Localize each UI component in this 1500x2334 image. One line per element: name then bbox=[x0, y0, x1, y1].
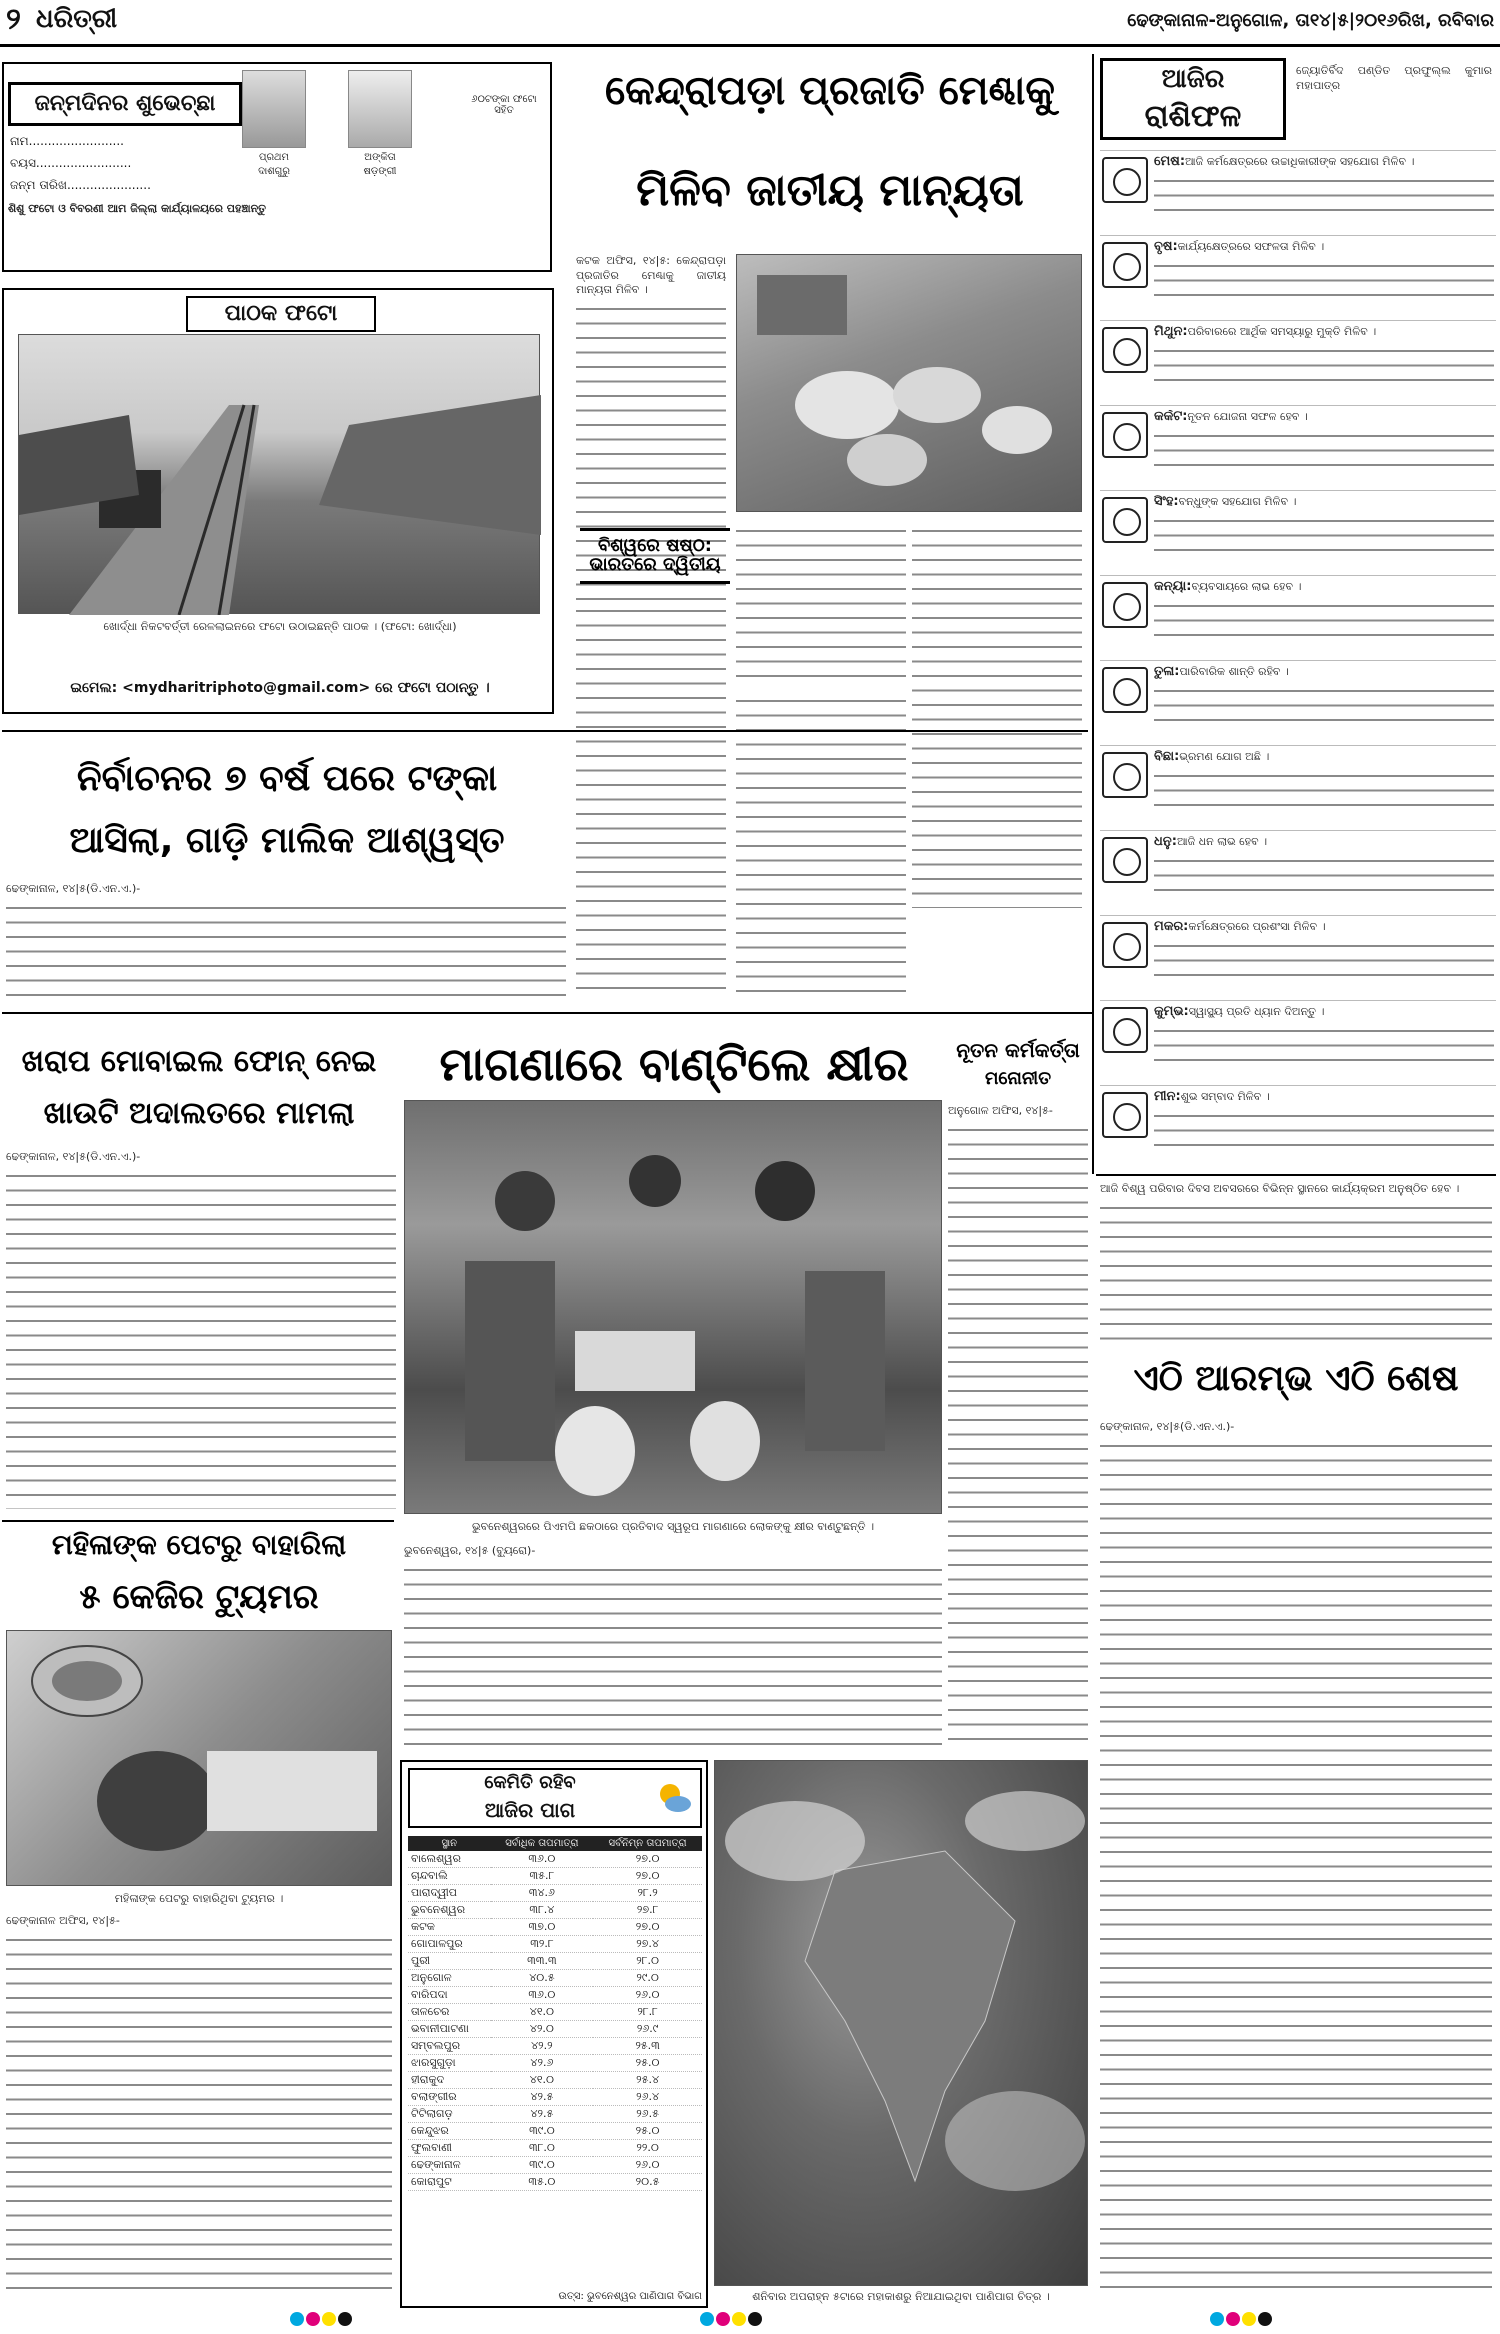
horoscope-sign-text bbox=[1154, 750, 1494, 827]
vehicle-headline-2: ଆସିଲା, ଗାଡ଼ି ମାଲିକ ଆଶ୍ୱସ୍ତ bbox=[69, 820, 505, 861]
horoscope-sign-name: ମେଷ: bbox=[1154, 155, 1186, 169]
weather-place: ଟିଟିଲାଗଡ଼ bbox=[408, 2106, 491, 2123]
horoscope-sign-name: ବିଛା: bbox=[1154, 750, 1180, 764]
satellite-caption: ଶନିବାର ଅପରାହ୍ନ ୫ଟାରେ ମହାକାଶରୁ ନିଆଯାଇଥିବା ପାଣିପାଗ ଚିତ୍ର । bbox=[752, 2290, 1050, 2303]
weather-min-temp: ୨୫.୩ bbox=[593, 2038, 702, 2055]
officer-body bbox=[948, 1104, 1088, 1750]
weather-min-temp: ୨୭.୪ bbox=[593, 1936, 702, 1953]
horoscope-title-1: ଆଜିର bbox=[1161, 64, 1225, 94]
lead-body-lines-2 bbox=[736, 524, 906, 682]
weather-min-temp: ୨୬.୯ bbox=[593, 2021, 702, 2038]
horoscope-sign-row bbox=[1100, 490, 1496, 575]
weather-min-temp: ୨୫.୪ bbox=[593, 2072, 702, 2089]
weather-min-temp: ୨୭.୮ bbox=[593, 1902, 702, 1919]
tumor-headline-1: ମହିଳାଙ୍କ ପେଟରୁ ବାହାରିଲା bbox=[51, 1528, 347, 1561]
weather-table-row bbox=[408, 2004, 702, 2021]
weather-table-row bbox=[408, 2089, 702, 2106]
weather-table-row bbox=[408, 2021, 702, 2038]
weather-title-1: କେମିତି ରହିବ bbox=[484, 1772, 576, 1793]
officer-headline-1: ନୂତନ କର୍ମକର୍ତ୍ତା bbox=[956, 1038, 1080, 1062]
mobile-body-lines bbox=[6, 1169, 396, 1509]
weather-max-temp: ୪୨.୨ bbox=[491, 2038, 594, 2055]
weather-source: ଉତ୍ସ: ଭୁବନେଶ୍ୱର ପାଣିପାଗ ବିଭାଗ bbox=[558, 2291, 702, 2302]
horoscope-sign-row bbox=[1100, 150, 1496, 235]
horoscope-sign-body: ନୂତନ ଯୋଜନା ସଫଳ ହେବ । bbox=[1187, 410, 1308, 423]
weather-place: ଅନୁଗୋଳ bbox=[408, 1970, 491, 1987]
horoscope-sign-text bbox=[1154, 920, 1494, 997]
weather-max-temp: ୪୦.୫ bbox=[491, 1970, 594, 1987]
horoscope-sign-row bbox=[1100, 1085, 1496, 1170]
horoscope-sign-name: ମକର: bbox=[1154, 920, 1189, 934]
horoscope-sign-text bbox=[1154, 155, 1494, 232]
horoscope-sign-lines bbox=[1154, 259, 1494, 303]
zodiac-icon bbox=[1102, 157, 1148, 203]
birthday-form-name: ନାମ......................... bbox=[10, 134, 124, 148]
sun-cloud-icon bbox=[656, 1780, 692, 1816]
tumor-photo bbox=[6, 1630, 392, 1886]
zodiac-icon bbox=[1102, 922, 1148, 968]
weather-max-temp: ୪୨.୦ bbox=[491, 2021, 594, 2038]
horoscope-sign-name: ବୃଷ: bbox=[1154, 240, 1178, 254]
reader-photo-box bbox=[2, 288, 554, 714]
horoscope-sign-text bbox=[1154, 325, 1494, 402]
vehicle-body-lines bbox=[6, 901, 566, 1001]
birthday-form-age: ବୟସ......................... bbox=[10, 156, 132, 170]
zodiac-icon bbox=[1102, 752, 1148, 798]
end-intro-text: ଆଜି ବିଶ୍ୱ ପରିବାର ଦିବସ ଅବସରରେ ବିଭିନ୍ନ ସ୍ଥାନରେ କାର୍ଯ୍ୟକ୍ରମ ଅନୁଷ୍ଠିତ ହେବ । bbox=[1100, 1182, 1460, 1195]
milk-body-text: ଭୁବନେଶ୍ୱର, ୧୪|୫ (ବ୍ୟୁରୋ)- bbox=[404, 1544, 536, 1557]
tumor-headline-2: ୫ କେଜିର ଟ୍ୟୁମର bbox=[79, 1577, 319, 1617]
reader-photo-email[interactable]: ଇମେଲ: <mydharitriphoto@gmail.com> ରେ ଫଟୋ ପଠାନ୍ତୁ । bbox=[70, 680, 490, 696]
horoscope-sign-lines bbox=[1154, 939, 1494, 983]
horoscope-sign-row bbox=[1100, 915, 1496, 1000]
weather-max-temp: ୩୫.୮ bbox=[491, 1868, 594, 1885]
divider-milk bbox=[400, 1012, 1092, 1014]
registration-mark-cyan-2 bbox=[700, 2312, 714, 2326]
horoscope-sign-lines bbox=[1154, 344, 1494, 388]
zodiac-icon bbox=[1102, 1092, 1148, 1138]
registration-mark-black bbox=[338, 2312, 352, 2326]
horoscope-sign-name: ସିଂହ: bbox=[1154, 495, 1179, 509]
registration-mark-magenta bbox=[306, 2312, 320, 2326]
weather-max-temp: ୩୮.୪ bbox=[491, 1902, 594, 1919]
weather-col-place: ସ୍ଥାନ bbox=[408, 1836, 491, 1851]
weather-max-temp: ୪୨.୫ bbox=[491, 2089, 594, 2106]
weather-table-row bbox=[408, 2038, 702, 2055]
registration-mark-cyan-3 bbox=[1210, 2312, 1224, 2326]
horoscope-sign-lines bbox=[1154, 514, 1494, 558]
weather-place: ଢେଙ୍କାନାଳ bbox=[408, 2157, 491, 2174]
registration-mark-black-3 bbox=[1258, 2312, 1272, 2326]
horoscope-sign-text bbox=[1154, 495, 1494, 572]
horoscope-sign-body: ଭ୍ରମଣ ଯୋଗ ଅଛି । bbox=[1179, 750, 1270, 763]
horoscope-sign-body: ପାରିବାରିକ ଶାନ୍ତି ରହିବ । bbox=[1179, 665, 1289, 678]
mobile-body bbox=[6, 1150, 396, 1510]
weather-place: ଭବାନୀପାଟଣା bbox=[408, 2021, 491, 2038]
horoscope-sign-text bbox=[1154, 835, 1494, 912]
lead-body-text: କଟକ ଅଫିସ, ୧୪|୫: କେନ୍ଦ୍ରାପଡ଼ା ପ୍ରଜାତିର ମେଣ୍ଢାକୁ ଜାତୀୟ ମାନ୍ୟତା ମିଳିବ । bbox=[576, 254, 726, 296]
weather-max-temp: ୩୩.୩ bbox=[491, 1953, 594, 1970]
weather-max-temp: ୩୬.୦ bbox=[491, 1851, 594, 1868]
weather-place: ସମ୍ବଲପୁର bbox=[408, 2038, 491, 2055]
milk-body bbox=[404, 1544, 942, 1750]
horoscope-sign-row bbox=[1100, 830, 1496, 915]
milk-photo bbox=[404, 1100, 942, 1514]
weather-max-temp: ୪୧.୦ bbox=[491, 2072, 594, 2089]
birthday-title: ଜନ୍ମଦିନର ଶୁଭେଚ୍ଛା bbox=[8, 82, 242, 126]
zodiac-icon bbox=[1102, 837, 1148, 883]
weather-max-temp: ୩୭.୦ bbox=[491, 1919, 594, 1936]
end-body bbox=[1100, 1420, 1492, 2304]
weather-min-temp: ୨୮.୨ bbox=[593, 1885, 702, 1902]
horoscope-sign-body: କର୍ମକ୍ଷେତ୍ରରେ ପ୍ରଶଂସା ମିଳିବ । bbox=[1188, 920, 1326, 933]
end-body-lines bbox=[1100, 1439, 1492, 2299]
officer-headline-2: ମନୋନୀତ bbox=[984, 1068, 1052, 1089]
zodiac-icon bbox=[1102, 242, 1148, 288]
birthday-box bbox=[2, 62, 552, 272]
divider-tumor bbox=[2, 1520, 394, 1522]
weather-place: ଭୁବନେଶ୍ୱର bbox=[408, 1902, 491, 1919]
divider-end bbox=[1096, 1174, 1496, 1176]
masthead-rule bbox=[0, 44, 1500, 47]
weather-max-temp: ୩୫.୦ bbox=[491, 2174, 594, 2191]
weather-table-row bbox=[408, 1851, 702, 1868]
weather-min-temp: ୨୨.୦ bbox=[593, 2140, 702, 2157]
weather-place: ବାଲେଶ୍ୱର bbox=[408, 1851, 491, 1868]
end-headline: ଏଠି ଆରମ୍ଭ ଏଠି ଶେଷ bbox=[1133, 1358, 1459, 1399]
weather-min-temp: ୨୭.୦ bbox=[593, 1851, 702, 1868]
reader-photo-image bbox=[18, 334, 540, 614]
weather-max-temp: ୩୬.୦ bbox=[491, 1987, 594, 2004]
horoscope-sign-row bbox=[1100, 745, 1496, 830]
weather-max-temp: ୩୮.୦ bbox=[491, 2140, 594, 2157]
masthead bbox=[0, 0, 1500, 44]
edition-date: ଢେଙ୍କାନାଳ-ଅନୁଗୋଳ, ତା୧୪|୫|୨୦୧୬ରିଖ, ରବିବାର bbox=[1127, 10, 1494, 31]
horoscope-signs bbox=[1100, 150, 1496, 1170]
weather-min-temp: ୨୭.୦ bbox=[593, 1919, 702, 1936]
milk-headline: ମାଗଣାରେ ବାଣ୍ଟିଲେ କ୍ଷୀର bbox=[439, 1037, 909, 1091]
end-intro bbox=[1100, 1182, 1492, 1348]
mobile-headline-1: ଖରାପ ମୋବାଇଲ ଫୋନ୍ ନେଇ bbox=[21, 1044, 377, 1079]
lead-body-col-4 bbox=[576, 600, 726, 1000]
weather-col-min: ସର୍ବନିମ୍ନ ତାପମାତ୍ରା bbox=[593, 1836, 702, 1851]
registration-mark-yellow bbox=[322, 2312, 336, 2326]
horoscope-sign-lines bbox=[1154, 1109, 1494, 1153]
horoscope-sign-lines bbox=[1154, 599, 1494, 643]
weather-place: କୋରାପୁଟ bbox=[408, 2174, 491, 2191]
horoscope-sign-row bbox=[1100, 405, 1496, 490]
horoscope bbox=[1100, 58, 1496, 1174]
lead-body-col-3 bbox=[912, 520, 1082, 908]
zodiac-icon bbox=[1102, 582, 1148, 628]
print-marks bbox=[0, 2316, 1500, 2334]
horoscope-sign-row bbox=[1100, 660, 1496, 745]
weather-place: ହୀରାକୁଦ bbox=[408, 2072, 491, 2089]
horoscope-byline: ଜ୍ୟୋତିର୍ବିଦ ପଣ୍ଡିତ ପ୍ରଫୁଲ୍ଲ କୁମାର ମହାପାତ୍ର bbox=[1296, 64, 1492, 92]
weather-min-temp: ୨୦.୫ bbox=[593, 2174, 702, 2191]
reader-photo-title: ପାଠକ ଫଟୋ bbox=[186, 296, 376, 332]
weather-table-row bbox=[408, 2123, 702, 2140]
weather-place: ଫୁଲବାଣୀ bbox=[408, 2140, 491, 2157]
weather-table-row bbox=[408, 1902, 702, 1919]
officer-body-text: ଅନୁଗୋଳ ଅଫିସ, ୧୪|୫- bbox=[948, 1104, 1053, 1117]
zodiac-icon bbox=[1102, 412, 1148, 458]
reader-photo-caption: ଖୋର୍ଦ୍ଧା ନିକଟବର୍ତ୍ତୀ ରେଳଲାଇନରେ ଫଟୋ ଉଠାଇଛନ୍ତି ପାଠକ । (ଫଟୋ: ଖୋର୍ଦ୍ଧା) bbox=[103, 620, 457, 633]
end-intro-lines bbox=[1100, 1201, 1492, 1341]
horoscope-sign-lines bbox=[1154, 174, 1494, 218]
horoscope-sign-row bbox=[1100, 235, 1496, 320]
horoscope-sign-text bbox=[1154, 665, 1494, 742]
horoscope-divider bbox=[1092, 54, 1094, 1174]
weather-table-row bbox=[408, 1953, 702, 1970]
birthday-note: ଶିଶୁ ଫଟୋ ଓ ବିବରଣୀ ଆମ ଜିଲ୍ଲା କାର୍ଯ୍ୟାଳୟରେ ପହଞ୍ଚାନ୍ତୁ bbox=[8, 202, 267, 215]
weather-table-row bbox=[408, 2140, 702, 2157]
horoscope-sign-body: ଆଜି ଧନ ଲାଭ ହେବ । bbox=[1176, 835, 1268, 848]
birthday-form-dob: ଜନ୍ମ ତାରିଖ...................... bbox=[10, 178, 151, 192]
horoscope-sign-text bbox=[1154, 240, 1494, 317]
horoscope-sign-body: ଶୁଭ ସମ୍ବାଦ ମିଳିବ । bbox=[1180, 1090, 1270, 1103]
weather-table-row bbox=[408, 2174, 702, 2191]
weather-min-temp: ୨୭.୦ bbox=[593, 1868, 702, 1885]
weather-max-temp: ୩୨.୮ bbox=[491, 1936, 594, 1953]
registration-mark-cyan bbox=[290, 2312, 304, 2326]
vehicle-body bbox=[6, 882, 566, 1000]
tumor-caption: ମହିଳାଙ୍କ ପେଟରୁ ବାହାରିଥିବା ଟ୍ୟୁମର । bbox=[114, 1892, 284, 1905]
horoscope-sign-name: ଧନୁ: bbox=[1154, 835, 1177, 849]
weather-table-row bbox=[408, 1885, 702, 1902]
child-photo-2 bbox=[348, 70, 412, 148]
weather-max-temp: ୩୪.୬ bbox=[491, 1885, 594, 1902]
horoscope-sign-body: ବନ୍ଧୁଙ୍କ ସହଯୋଗ ମିଳିବ । bbox=[1178, 495, 1297, 508]
weather-min-temp: ୨୫.୦ bbox=[593, 2123, 702, 2140]
horoscope-title-2: ରାଶିଫଳ bbox=[1144, 99, 1242, 134]
registration-mark-magenta-2 bbox=[716, 2312, 730, 2326]
weather-place: ପାରାଦ୍ୱୀପ bbox=[408, 1885, 491, 1902]
weather-min-temp: ୨୬.୦ bbox=[593, 2157, 702, 2174]
weather-table-row bbox=[408, 2055, 702, 2072]
zodiac-icon bbox=[1102, 327, 1148, 373]
horoscope-sign-text bbox=[1154, 1090, 1494, 1167]
horoscope-sign-name: ତୁଳା: bbox=[1154, 665, 1180, 679]
tumor-body-lines bbox=[6, 1933, 392, 2301]
page-number: ୨ bbox=[6, 2, 21, 37]
zodiac-icon bbox=[1102, 497, 1148, 543]
lead-body-lines-3 bbox=[912, 524, 1082, 908]
registration-mark-yellow-3 bbox=[1242, 2312, 1256, 2326]
divider-vehicle bbox=[2, 730, 1088, 732]
mobile-body-text: ଢେଙ୍କାନାଳ, ୧୪|୫(ଡି.ଏନ.ଏ.)- bbox=[6, 1150, 141, 1163]
registration-mark-magenta-3 bbox=[1226, 2312, 1240, 2326]
registration-mark-yellow-2 bbox=[732, 2312, 746, 2326]
horoscope-sign-text bbox=[1154, 1005, 1494, 1082]
horoscope-sign-body: ପରିବାରରେ ଆର୍ଥିକ ସମସ୍ୟାରୁ ମୁକ୍ତି ମିଳିବ । bbox=[1187, 325, 1377, 338]
horoscope-sign-body: ସ୍ୱାସ୍ଥ୍ୟ ପ୍ରତି ଧ୍ୟାନ ଦିଅନ୍ତୁ । bbox=[1188, 1005, 1325, 1018]
weather-place: ଚାନ୍ଦବାଲି bbox=[408, 1868, 491, 1885]
horoscope-sign-row bbox=[1100, 1000, 1496, 1085]
child-1-sub: ଦାଶଗୁରୁ bbox=[258, 166, 290, 177]
weather-table-row bbox=[408, 1919, 702, 1936]
horoscope-sign-name: କର୍କଟ: bbox=[1154, 410, 1188, 424]
officer-body-lines bbox=[948, 1123, 1088, 1743]
horoscope-sign-body: କାର୍ଯ୍ୟକ୍ଷେତ୍ରରେ ସଫଳତା ମିଳିବ । bbox=[1177, 240, 1325, 253]
registration-mark-black-2 bbox=[748, 2312, 762, 2326]
child-photo-1 bbox=[242, 70, 306, 148]
horoscope-sign-body: ଆଜି କର୍ମକ୍ଷେତ୍ରରେ ଉଚ୍ଚାଧିକାରୀଙ୍କ ସହଯୋଗ ମିଳିବ । bbox=[1185, 155, 1415, 168]
weather-title-2: ଆଜିର ପାଗ bbox=[484, 1798, 576, 1822]
paper-name: ଧରିତ୍ରୀ bbox=[36, 4, 118, 34]
weather-place: ଝାରସୁଗୁଡ଼ା bbox=[408, 2055, 491, 2072]
weather-max-temp: ୩୯.୦ bbox=[491, 2123, 594, 2140]
child-1-name: ପ୍ରଥମ bbox=[258, 152, 290, 163]
weather-max-temp: ୪୧.୦ bbox=[491, 2004, 594, 2021]
child-2-sub: ଷଡ଼ଙ୍ଗୀ bbox=[363, 166, 397, 177]
weather-place: ପୁରୀ bbox=[408, 1953, 491, 1970]
vehicle-body-text: ଢେଙ୍କାନାଳ, ୧୪|୫(ଡି.ଏନ.ଏ.)- bbox=[6, 882, 141, 895]
weather-min-temp: ୨୮.୦ bbox=[593, 1953, 702, 1970]
horoscope-sign-name: କୁମ୍ଭ: bbox=[1154, 1005, 1189, 1019]
milk-body-lines bbox=[404, 1563, 942, 1749]
weather-place: ବାରିପଦା bbox=[408, 1987, 491, 2004]
weather-min-temp: ୨୬.୦ bbox=[593, 1987, 702, 2004]
horoscope-sign-name: କନ୍ୟା: bbox=[1154, 580, 1192, 594]
weather-table-row bbox=[408, 1868, 702, 1885]
weather-table bbox=[408, 1836, 702, 2191]
weather-table-row bbox=[408, 2157, 702, 2174]
mobile-headline-2: ଖାଉଟି ଅଦାଲତରେ ମାମଲା bbox=[43, 1096, 355, 1131]
horoscope-title-box bbox=[1100, 58, 1286, 140]
lead-body-col-5 bbox=[736, 690, 906, 1000]
vehicle-headline-1: ନିର୍ବାଚନର ୭ ବର୍ଷ ପରେ ଟଙ୍କା bbox=[76, 758, 498, 799]
horoscope-sign-row bbox=[1100, 320, 1496, 405]
weather-col-max: ସର୍ବାଧିକ ତାପମାତ୍ରା bbox=[491, 1836, 594, 1851]
weather-box bbox=[400, 1760, 708, 2308]
end-body-text: ଢେଙ୍କାନାଳ, ୧୪|୫(ଡି.ଏନ.ଏ.)- bbox=[1100, 1420, 1235, 1433]
lead-headline-2: ମିଳିବ ଜାତୀୟ ମାନ୍ୟତା bbox=[636, 165, 1024, 216]
weather-place: କଟକ bbox=[408, 1919, 491, 1936]
horoscope-sign-lines bbox=[1154, 854, 1494, 898]
horoscope-sign-name: ମିଥୁନ: bbox=[1154, 325, 1188, 339]
weather-place: ଗୋପାଳପୁର bbox=[408, 1936, 491, 1953]
lead-body-lines-5 bbox=[736, 694, 906, 1000]
weather-place: ବଲାଙ୍ଗୀର bbox=[408, 2089, 491, 2106]
child-2-name: ଅଙ୍କିତା bbox=[364, 152, 396, 163]
horoscope-sign-lines bbox=[1154, 429, 1494, 473]
weather-table-row bbox=[408, 1936, 702, 1953]
weather-max-temp: ୪୨.୫ bbox=[491, 2106, 594, 2123]
weather-table-row bbox=[408, 1970, 702, 1987]
horoscope-sign-name: ମୀନ: bbox=[1154, 1090, 1181, 1104]
weather-table-row bbox=[408, 2072, 702, 2089]
weather-place: ତାଳଚେର bbox=[408, 2004, 491, 2021]
sheep-photo bbox=[736, 254, 1082, 512]
weather-max-temp: ୪୨.୬ bbox=[491, 2055, 594, 2072]
zodiac-icon bbox=[1102, 1007, 1148, 1053]
horoscope-sign-lines bbox=[1154, 769, 1494, 813]
weather-title-box bbox=[408, 1768, 702, 1828]
weather-table-row bbox=[408, 2106, 702, 2123]
weather-place: କେନ୍ଦୁଝର bbox=[408, 2123, 491, 2140]
birthday-stamp: ୬୦ଟଙ୍କା ଫଟୋ ସହିତ bbox=[471, 94, 537, 116]
horoscope-sign-lines bbox=[1154, 684, 1494, 728]
satellite-image bbox=[714, 1760, 1088, 2286]
tumor-body bbox=[6, 1914, 392, 2302]
lead-subhead: ବିଶ୍ୱରେ ଷଷ୍ଠ: ଭାରତରେ ଦ୍ୱିତୀୟ bbox=[580, 528, 730, 584]
lead-headline-1: କେନ୍ଦ୍ରାପଡ଼ା ପ୍ରଜାତି ମେଣ୍ଢାକୁ bbox=[605, 68, 1055, 114]
horoscope-sign-text bbox=[1154, 410, 1494, 487]
lead-body-lines-4 bbox=[576, 604, 726, 1000]
milk-caption: ଭୁବନେଶ୍ୱରରେ ପିଏମପି ଛକଠାରେ ପ୍ରତିବାଦ ସ୍ୱରୂପ ମାଗଣାରେ ଲୋକଙ୍କୁ କ୍ଷୀର ବାଣ୍ଟୁଛନ୍ତି । bbox=[471, 1520, 875, 1533]
weather-table-header bbox=[408, 1836, 702, 1851]
weather-max-temp: ୩୯.୦ bbox=[491, 2157, 594, 2174]
tumor-body-text: ଢେଙ୍କାନାଳ ଅଫିସ, ୧୪|୫- bbox=[6, 1914, 120, 1927]
lead-body-col-2 bbox=[736, 520, 906, 682]
weather-table-row bbox=[408, 1987, 702, 2004]
weather-min-temp: ୨୫.୦ bbox=[593, 2055, 702, 2072]
zodiac-icon bbox=[1102, 667, 1148, 713]
horoscope-sign-text bbox=[1154, 580, 1494, 657]
horoscope-sign-row bbox=[1100, 575, 1496, 660]
weather-min-temp: ୨୬.୫ bbox=[593, 2106, 702, 2123]
weather-min-temp: ୨୮.୮ bbox=[593, 2004, 702, 2021]
horoscope-sign-lines bbox=[1154, 1024, 1494, 1068]
weather-min-temp: ୨୯.୦ bbox=[593, 1970, 702, 1987]
weather-min-temp: ୨୬.୪ bbox=[593, 2089, 702, 2106]
horoscope-sign-body: ବ୍ୟବସାୟରେ ଲାଭ ହେବ । bbox=[1191, 580, 1302, 593]
